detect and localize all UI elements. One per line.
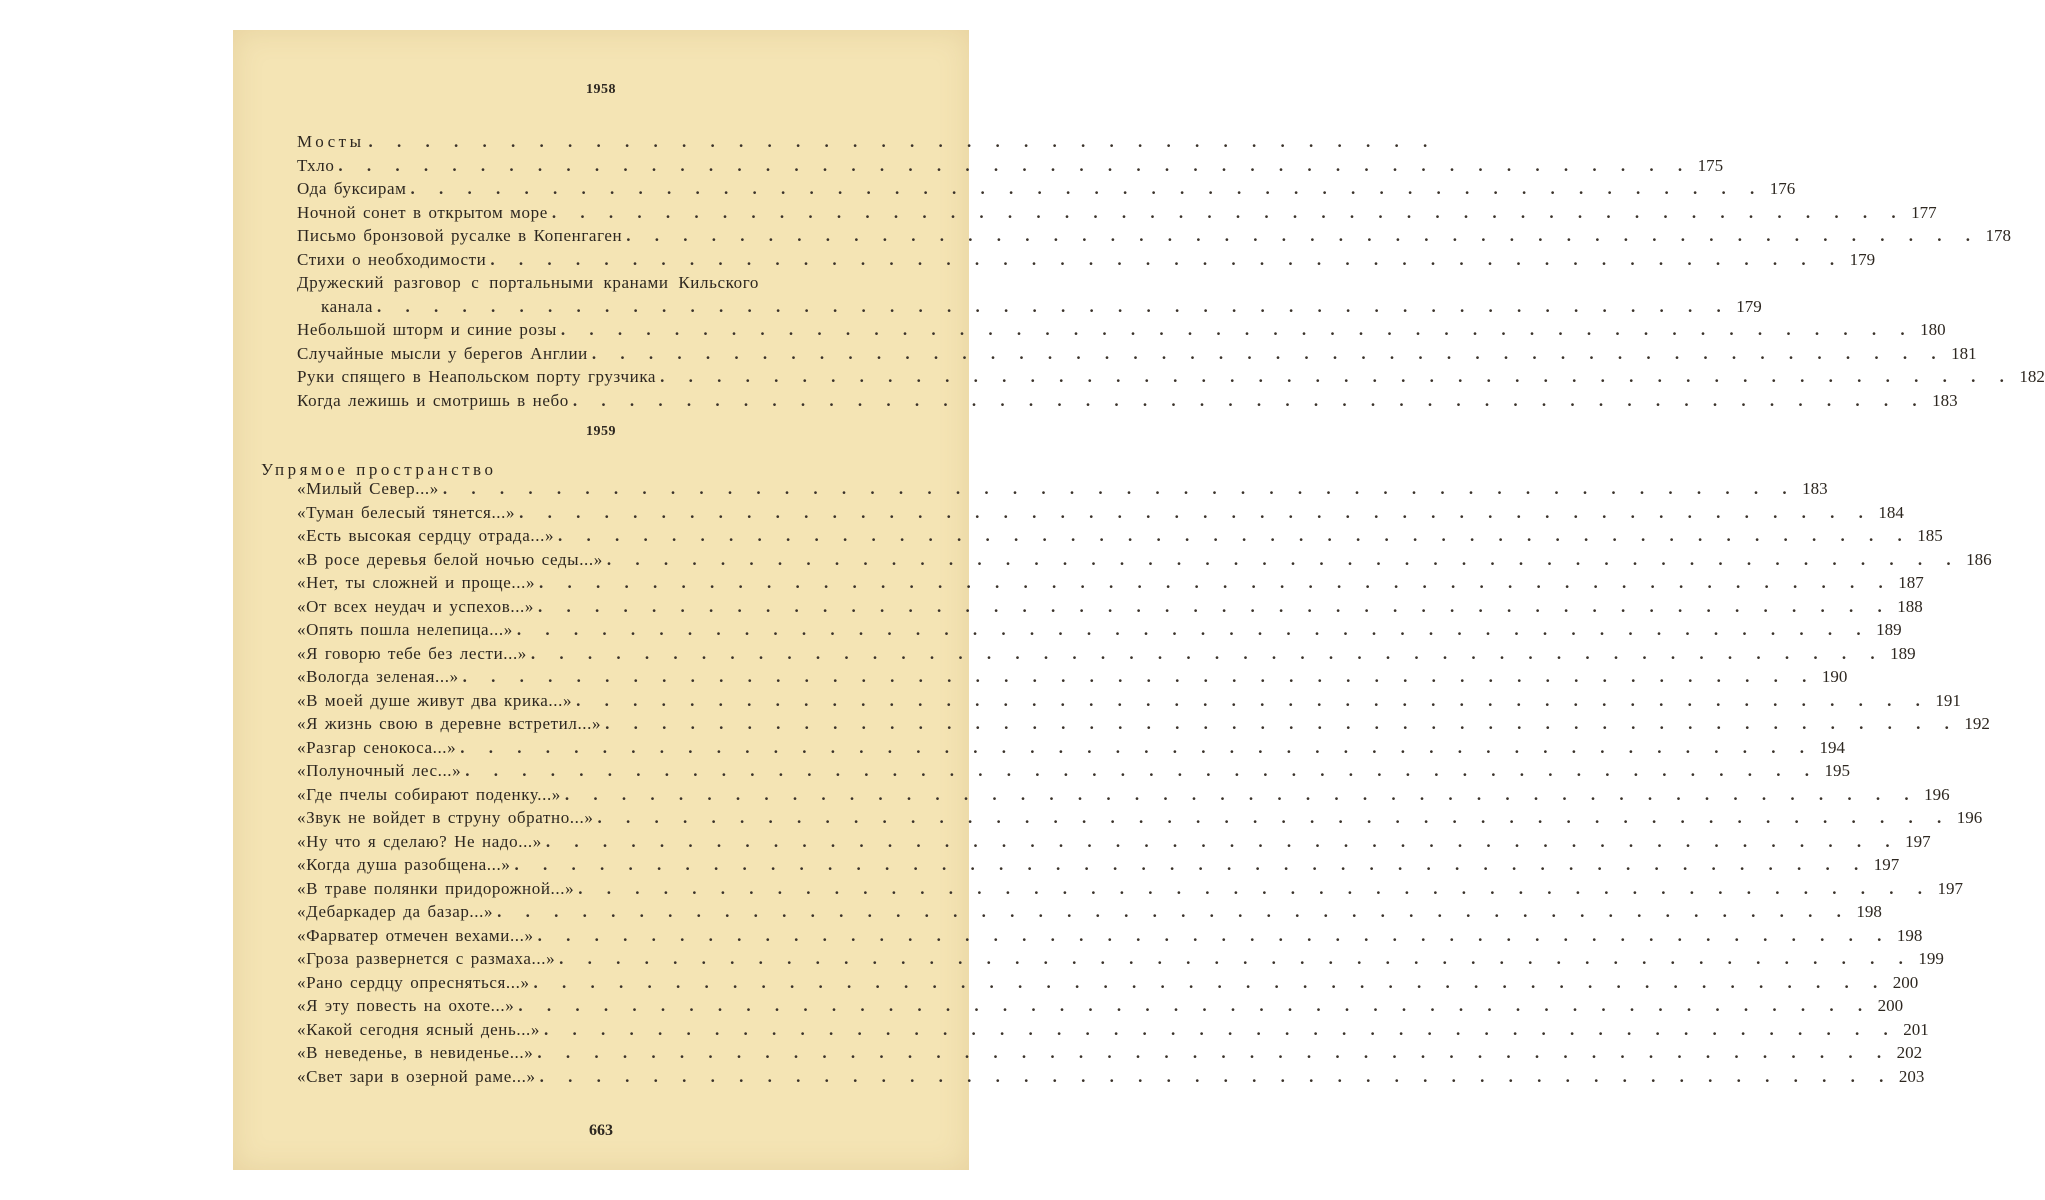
dot-leader: . . . . . . . . . . . . . . . . . . . . . . . . . . . . . . . . . . . . . . . . . . . . . . . .	[544, 1019, 1897, 1039]
entry-title: «Рано сердцу опресняться...»	[297, 972, 530, 992]
dot-leader: . . . . . . . . . . . . . . . . . . . . . . . . . . . . . . . . . . . . . . . . . . . . . . . .	[572, 390, 1926, 410]
dot-leader: . . . . . . . . . . . . . . . . . . . . . . . . . . . . . . . . . . . . . . . . . . . . . . . .	[578, 878, 1931, 898]
dot-leader: . . . . . . . . . . . . . . . . . . . . . . . . . . . . . . . . . . . . . . . . . . . . . . . .	[514, 855, 1868, 874]
entry-title: «Фарватер отмечен вехами...»	[297, 925, 534, 945]
dot-leader: . . . . . . . . . . . . . . . . . . . . . . . . . . . . . . . . . . . . . . . . . . . . . . . .	[545, 831, 1899, 851]
entry-title: «Гроза развернется с размаха...»	[297, 949, 556, 968]
dot-leader: . . . . . . . . . . . . . . . . . . . . . . . . . . . . . . . . . . . . . . . . . . . . . . . .	[410, 179, 1764, 198]
section-title: Мосты	[297, 132, 365, 151]
toc-entry[interactable]	[297, 271, 1762, 318]
entry-page-number: 200	[1892, 972, 1919, 992]
dot-leader: . . . . . . . . . . . . . . . . . . . . . . . . . . . . . . . . . . . . . . . . . . . . . . . .	[560, 320, 1914, 339]
toc-entry[interactable]	[297, 736, 1845, 760]
entry-page-number: 194	[1819, 737, 1845, 757]
toc-entry[interactable]	[297, 154, 1724, 178]
toc-entry[interactable]	[297, 642, 1916, 666]
entry-title: «Какой сегодня ясный день...»	[297, 1019, 541, 1039]
toc-entry[interactable]	[297, 783, 1950, 807]
dot-leader: . . . . . . . . . . . . . . . . . . . . . . . . . . . . . . . . . . . . . . . . . . . . . . . .	[538, 596, 1891, 616]
toc-entry[interactable]	[297, 595, 1923, 619]
entry-page-number: 200	[1877, 996, 1904, 1015]
entry-page-number: 199	[1918, 949, 1944, 968]
dot-leader: . . . . . . . . . . . . . . . . . . . . . . . . . . . . . . . . . . . . . . . . . . . . . . . .	[564, 784, 1918, 804]
toc-entry[interactable]	[297, 1065, 1925, 1089]
dot-leader: . . . . . . . . . . . . . . . . . . . . . . . . . . . . . . . . . . . . . . . . . . . . . . . .	[497, 902, 1850, 921]
dot-leader: . . . . . . . . . . . . . . . . . . . . . . . . . . . . . . . . . . . . . . . . . . . . . . . .	[376, 296, 1730, 316]
toc-section-heading	[297, 130, 1437, 154]
entry-title: «Я эту повесть на охоте...»	[297, 996, 515, 1015]
entry-title: Небольшой шторм и синие розы	[297, 320, 557, 339]
entry-page-number: 202	[1896, 1043, 1923, 1062]
toc-entry[interactable]	[297, 853, 1900, 877]
entry-title: «Где пчелы собирают поденку...»	[297, 784, 561, 804]
toc-entry[interactable]	[297, 501, 1904, 525]
toc-section-1958	[297, 130, 2045, 412]
entry-page-number: 175	[1697, 155, 1724, 175]
dot-leader: . . . . . . . . . . . . . . . . . . . . . . . . . . . . . . . . . . . . . . . . . . . . . . . .	[626, 226, 1980, 245]
entry-page-number: 179	[1849, 249, 1876, 269]
entry-title: Случайные мысли у берегов Англии	[297, 343, 588, 363]
toc-entry[interactable]	[297, 900, 1882, 924]
entry-page-number: 186	[1966, 549, 1992, 569]
toc-entry[interactable]	[297, 477, 1828, 501]
entry-title-continuation: канала	[321, 296, 373, 316]
entry-page-number: 188	[1897, 596, 1923, 616]
toc-entry[interactable]	[297, 877, 1963, 901]
entry-page-number: 177	[1911, 202, 1937, 222]
entry-page-number: 191	[1935, 690, 1961, 710]
toc-section-1959	[297, 477, 1992, 1088]
dot-leader: . . . . . . . . . . . . . . . . . . . . . . . . . . . . . . . . . . . . . . . . . . . . . . . .	[460, 737, 1813, 757]
entry-page-number: 203	[1898, 1066, 1925, 1086]
entry-title: «Вологда зеленая...»	[297, 667, 459, 686]
entry-title: «Звук не войдет в струну обратно...»	[297, 808, 594, 827]
toc-entry[interactable]	[297, 524, 1943, 548]
dot-leader: . . . . . . . . . . . . . . . . . . . . . . . . . . . . . . . . . . . . . . . . . . . . . . . .	[465, 761, 1819, 780]
entry-title: «От всех неудач и успехов...»	[297, 596, 535, 616]
toc-entry[interactable]	[297, 689, 1961, 713]
dot-leader: . . . . . . . . . . . . . . . . . . . . . . . . . . . . . . . . . . . . . . . . . . . . . . . .	[519, 502, 1872, 522]
dot-leader: . . . . . . . . . . . . . . . . . . . . . . . . . . . . . . . . . . . . . . . . . . . . . . . .	[539, 573, 1892, 592]
entry-title: «Есть высокая сердцу отрада...»	[297, 526, 555, 545]
dot-leader: . . . . . . . . . . . . . . . . . . . . . . . . . . . . . . . . . . . . . . . . . . . . . . . .	[490, 249, 1844, 269]
toc-entry[interactable]	[297, 971, 1919, 995]
entry-title: Ночной сонет в открытом море	[297, 202, 548, 222]
toc-entry[interactable]	[297, 618, 1902, 642]
toc-entry[interactable]	[297, 1041, 1923, 1065]
entry-title: «Полуночный лес...»	[297, 761, 462, 780]
entry-title: «Милый Север...»	[297, 479, 439, 498]
toc-entry[interactable]	[297, 759, 1851, 783]
entry-page-number: 196	[1956, 808, 1983, 827]
entry-page-number: 197	[1905, 831, 1931, 851]
entry-page-number: 201	[1903, 1019, 1929, 1039]
entry-title: «Я жизнь свою в деревне встретил...»	[297, 714, 602, 733]
entry-title: Дружеский разговор с портальными кранами Кильского	[297, 273, 759, 292]
entry-page-number: 180	[1920, 320, 1946, 339]
toc-entry[interactable]	[297, 548, 1992, 572]
toc-entry[interactable]	[297, 712, 1990, 736]
dot-leader: . . . . . . . . . . . . . . . . . . . . . . . . . . . . . . . . . . . . . . . . . . . . . . . .	[516, 620, 1870, 639]
entry-page-number: 183	[1802, 479, 1828, 498]
toc-entry[interactable]	[297, 224, 2012, 248]
entry-page-number: 184	[1878, 502, 1904, 522]
entry-page-number: 178	[1985, 226, 2012, 245]
dot-leader: . . . . . . . . . . . . . . . . . . . . . . . . . . . . . . . . . . . . . . . . . . . . . . . .	[442, 479, 1796, 498]
entry-title: «Свет зари в озерной раме...»	[297, 1066, 536, 1086]
dot-leader: . . . . . . . . . . . . . . . . . . . . . . . . . . . . . . . . . . . . . . . . . . . . . . . .	[660, 367, 2013, 386]
entry-title: Тхло	[297, 155, 335, 175]
dot-leader: . . . . . . . . . . . . . . . . . . . . . . . . . . . . . . . . . . . . . . . . . . . . . . . .	[605, 714, 1958, 733]
toc-entry[interactable]	[297, 994, 1904, 1018]
toc-entry[interactable]	[297, 201, 1937, 225]
book-page	[233, 30, 2045, 1170]
entry-page-number: 190	[1821, 667, 1848, 686]
entry-title: «Разгар сенокоса...»	[297, 737, 457, 757]
toc-entry[interactable]	[297, 177, 1796, 201]
entry-page-number: 176	[1769, 179, 1796, 198]
dot-leader: . . . . . . . . . . . . . . . . . . . . . . . . . . . . . . . . . . . . . . . . . . . . . . . .	[530, 643, 1884, 663]
toc-entry[interactable]	[297, 571, 1924, 595]
dot-leader: . . . . . . . . . . . . . . . . . . . . . . . . . . . . . . . . . . . . . . . . . . . . . . . .	[551, 202, 1905, 222]
dot-leader: . . . . . . . . . . . . . . . . . . . . . . . . . . . . . . . . . . . . . . . . . . . . . . . .	[462, 667, 1816, 686]
entry-title: «Опять пошла нелепица...»	[297, 620, 513, 639]
entry-title: «Нет, ты сложней и проще...»	[297, 573, 536, 592]
entry-page-number: 182	[2019, 367, 2045, 386]
entry-title: Письмо бронзовой русалке в Копенгаген	[297, 226, 623, 245]
entry-page-number: 197	[1873, 855, 1900, 874]
toc-entry[interactable]	[297, 342, 1977, 366]
dot-leader: . . . . . . . . . . . . . . . . . . . . . . . . . . . . . . . . . . . . . .	[368, 132, 1437, 151]
dot-leader: . . . . . . . . . . . . . . . . . . . . . . . . . . . . . . . . . . . . . . . . . . . . . . . .	[558, 526, 1911, 545]
entry-title: Руки спящего в Неапольском порту грузчика	[297, 367, 657, 386]
entry-page-number: 185	[1917, 526, 1943, 545]
entry-page-number: 198	[1856, 902, 1882, 921]
dot-leader: . . . . . . . . . . . . . . . . . . . . . . . . . . . . . . . . . . . . . . . . . . . . . . . .	[537, 1043, 1891, 1062]
entry-title: «Ну что я сделаю? Не надо...»	[297, 831, 542, 851]
entry-page-number: 189	[1876, 620, 1902, 639]
entry-title: «Когда душа разобщена...»	[297, 855, 511, 874]
page-number: 663	[589, 1122, 613, 1139]
toc-entry[interactable]	[297, 389, 1958, 413]
dot-leader: . . . . . . . . . . . . . . . . . . . . . . . . . . . . . . . . . . . . . . . . . . . . . . . .	[539, 1066, 1893, 1086]
dot-leader: . . . . . . . . . . . . . . . . . . . . . . . . . . . . . . . . . . . . . . . . . . . . . . . .	[591, 343, 1945, 363]
entry-page-number: 195	[1824, 761, 1851, 780]
dot-leader: . . . . . . . . . . . . . . . . . . . . . . . . . . . . . . . . . . . . . . . . . . . . . . . .	[533, 972, 1887, 992]
toc-entry[interactable]	[297, 947, 1944, 971]
toc-entry[interactable]	[297, 806, 1983, 830]
entry-page-number: 189	[1890, 643, 1916, 663]
entry-title: «В траве полянки придорожной...»	[297, 878, 575, 898]
section-title: Упрямое пространство	[261, 460, 497, 479]
entry-title: «В моей душе живут два крика...»	[297, 690, 573, 710]
entry-page-number: 181	[1951, 343, 1977, 363]
toc-entry[interactable]	[297, 1018, 1929, 1042]
section-year-1959: 1959	[586, 424, 616, 439]
entry-title: «В росе деревья белой ночью седы...»	[297, 549, 603, 569]
entry-page-number: 197	[1937, 878, 1963, 898]
entry-page-number: 192	[1964, 714, 1990, 733]
entry-title: «Дебаркадер да базар...»	[297, 902, 494, 921]
toc-entry[interactable]	[297, 830, 1931, 854]
entry-title: Стихи о необходимости	[297, 249, 487, 269]
entry-title: «Я говорю тебе без лести...»	[297, 643, 527, 663]
toc-entry[interactable]	[297, 248, 1876, 272]
toc-entry[interactable]	[297, 924, 1923, 948]
entry-page-number: 198	[1896, 925, 1923, 945]
section-year-1958: 1958	[586, 82, 616, 97]
dot-leader: . . . . . . . . . . . . . . . . . . . . . . . . . . . . . . . . . . . . . . . . . . . . . . . .	[559, 949, 1912, 968]
entry-title: «В неведенье, в невиденье...»	[297, 1043, 534, 1062]
entry-page-number: 187	[1898, 573, 1924, 592]
dot-leader: . . . . . . . . . . . . . . . . . . . . . . . . . . . . . . . . . . . . . . . . . . . . . . . .	[576, 690, 1929, 710]
entry-page-number: 196	[1924, 784, 1950, 804]
toc-entry[interactable]	[297, 665, 1848, 689]
dot-leader: . . . . . . . . . . . . . . . . . . . . . . . . . . . . . . . . . . . . . . . . . . . . . . . .	[597, 808, 1951, 827]
entry-title: «Туман белесый тянется...»	[297, 502, 516, 522]
entry-title: Ода буксирам	[297, 179, 407, 198]
entry-page-number: 179	[1736, 296, 1762, 316]
toc-entry[interactable]	[297, 318, 1946, 342]
dot-leader: . . . . . . . . . . . . . . . . . . . . . . . . . . . . . . . . . . . . . . . . . . . . . . . .	[338, 155, 1692, 175]
dot-leader: . . . . . . . . . . . . . . . . . . . . . . . . . . . . . . . . . . . . . . . . . . . . . . . .	[606, 549, 1960, 569]
entry-title: Когда лежишь и смотришь в небо	[297, 390, 569, 410]
toc-entry[interactable]	[297, 365, 2045, 389]
dot-leader: . . . . . . . . . . . . . . . . . . . . . . . . . . . . . . . . . . . . . . . . . . . . . . . .	[518, 996, 1872, 1015]
dot-leader: . . . . . . . . . . . . . . . . . . . . . . . . . . . . . . . . . . . . . . . . . . . . . . . .	[537, 925, 1891, 945]
entry-page-number: 183	[1932, 390, 1958, 410]
